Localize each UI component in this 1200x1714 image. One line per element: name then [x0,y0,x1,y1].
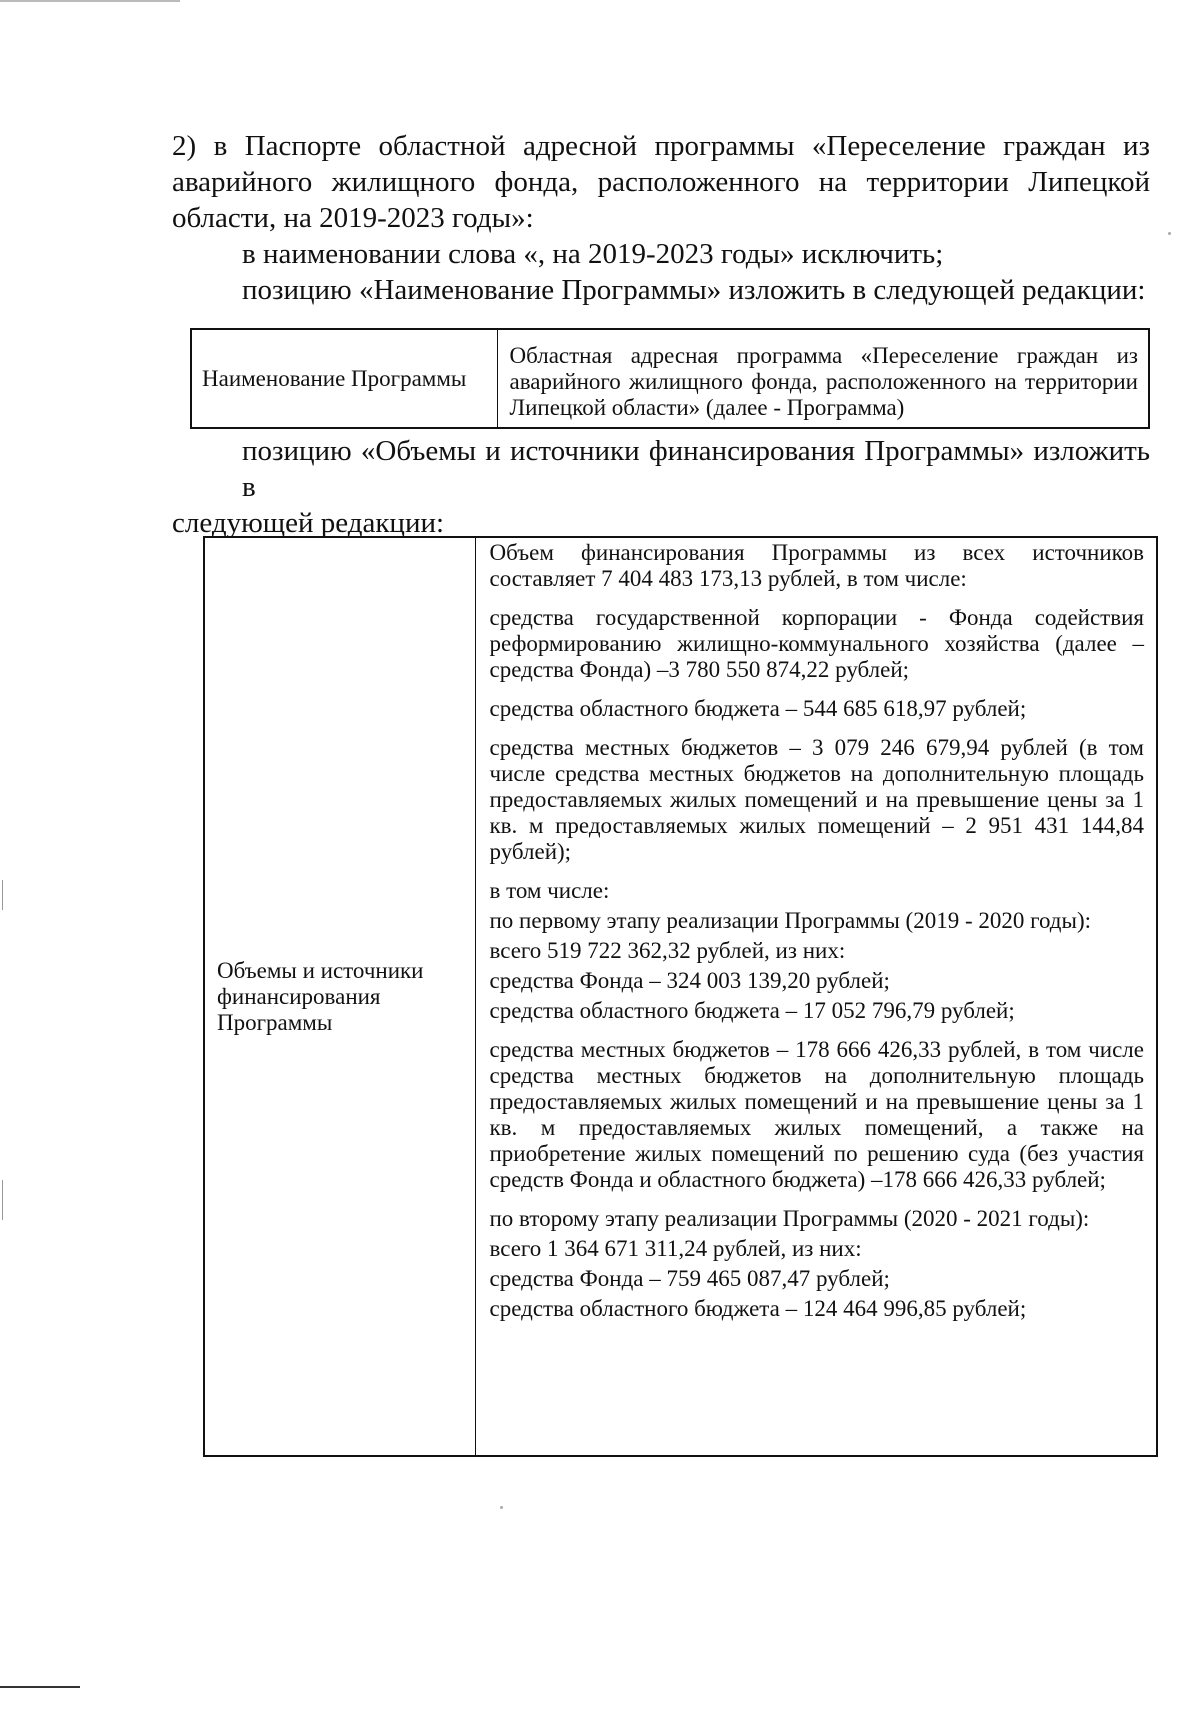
middle-line: следующей редакции: [172,507,445,539]
financing-paragraph: средства областного бюджета – 544 685 618,97 рублей; [489,696,1027,721]
financing-paragraph: средства местных бюджетов – 3 079 246 679,94 рублей (в том числе средства местных бюджетов на дополнительную площадь предоставляемых жилых помещений и на превышение цены за 1 кв. м предоставляемых жилых помещений – 2 951 431 144,84 рублей); [489,735,1144,864]
scan-speck [500,1506,503,1509]
financing-paragraph: в том числе: [489,878,610,903]
financing-paragraph: средства государственной корпорации - Фонда содействия реформированию жилищно-коммунального хозяйства (далее – средства Фонда) –3 780 550 874,22 рублей; [489,605,1144,682]
financing-paragraph: всего 519 722 362,32 рублей, из них: [489,938,846,963]
intro-line: 2) в Паспорте областной адресной программы «Переселение граждан из [172,130,1150,162]
scan-edge-mark [0,1686,80,1688]
intro-paragraph [172,128,1150,308]
scan-speck [1168,232,1171,235]
financing-paragraph: всего 1 364 671 311,24 рублей, из них: [489,1236,862,1261]
intro-line: в наименовании слова «, на 2019-2023 годы» исключить; [242,238,944,270]
intro-line: позицию «Наименование Программы» изложить в следующей редакции: [242,274,1146,306]
table-value-cell: Областная адресная программа «Переселение граждан из аварийного жилищного фонда, расположенного на территории Липецкой области» (далее - Программа) [497,329,1149,428]
scan-edge-mark [0,0,180,2]
financing-table [203,536,1158,1457]
table-label-cell: Объемы и источники финансирования Программы [204,537,475,1456]
financing-paragraph: по первому этапу реализации Программы (2019 - 2020 годы): [489,908,1092,933]
financing-paragraph: средства Фонда – 759 465 087,47 рублей; [489,1266,890,1291]
financing-paragraph: по второму этапу реализации Программы (2020 - 2021 годы): [489,1206,1090,1231]
middle-paragraph [172,433,1150,541]
financing-paragraph: средства местных бюджетов – 178 666 426,33 рублей, в том числе средства местных бюджетов на дополнительную площадь предоставляемых жилых помещений и на превышение цены за 1 кв. м предоставляемых жилых помещений, а также на приобретение жилых помещений по решению суда (без участия средств Фонда и областного бюджета) –178 666 426,33 рублей; [489,1037,1144,1192]
intro-line: аварийного жилищного фонда, расположенного на территории Липецкой [172,166,1150,198]
table-label-cell: Наименование Программы [191,329,497,428]
table-value-cell [475,537,1157,1456]
financing-paragraph: Объем финансирования Программы из всех источников составляет 7 404 483 173,13 рублей, в том числе: [489,540,1144,591]
financing-paragraph: средства Фонда – 324 003 139,20 рублей; [489,968,890,993]
intro-line: области, на 2019-2023 годы»: [172,202,534,234]
financing-paragraph: средства областного бюджета – 124 464 996,85 рублей; [489,1296,1027,1321]
table-row [191,329,1149,428]
scan-edge-mark [2,880,3,910]
scan-edge-mark [2,1180,3,1220]
middle-line: позицию «Объемы и источники финансирования Программы» изложить в [242,435,1150,503]
table-row [204,537,1157,1456]
program-name-table [190,328,1150,429]
financing-paragraph: средства областного бюджета – 17 052 796,79 рублей; [489,998,1015,1023]
